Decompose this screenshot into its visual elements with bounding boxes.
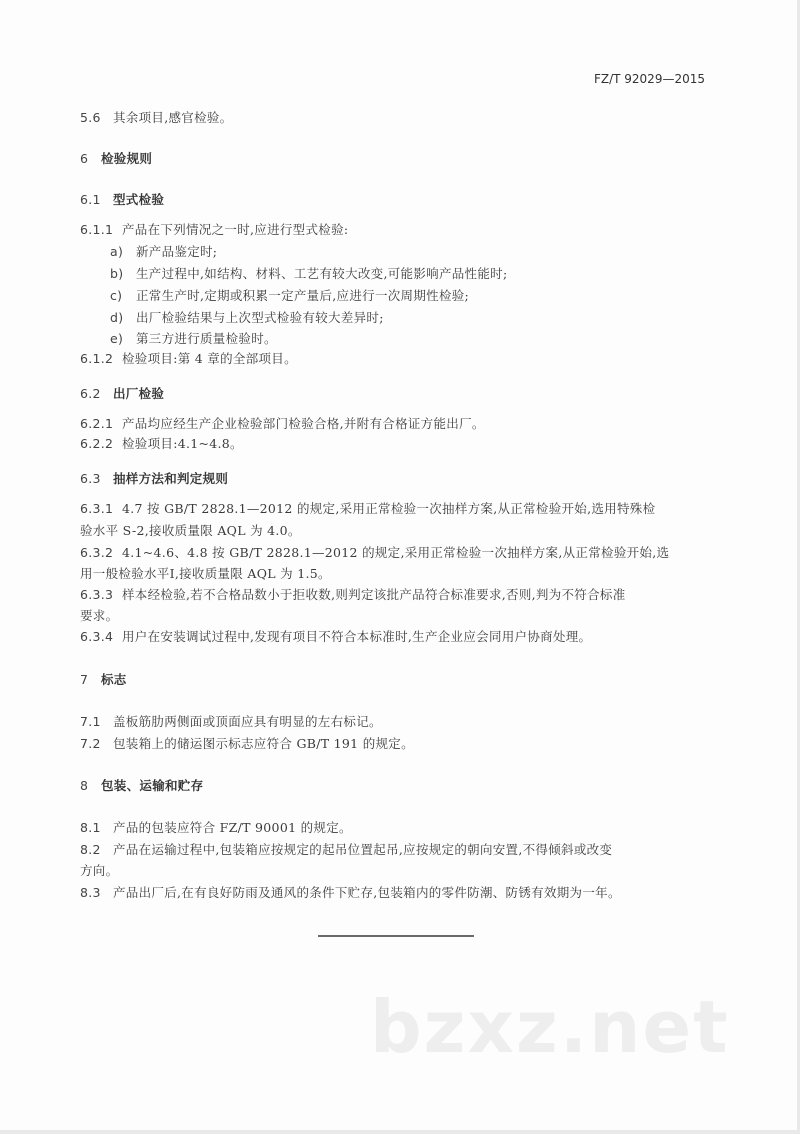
clause-text: 样本经检验,若不合格品数小于拒收数,则判定该批产品符合标准要求,否则,判为不符合标准 bbox=[122, 587, 626, 602]
clause-number: 6.3.1 bbox=[80, 501, 114, 516]
clause-number: 6.3.2 bbox=[80, 545, 114, 560]
end-rule bbox=[318, 935, 474, 937]
clause-number: e) bbox=[110, 331, 124, 346]
clause-text: 第三方进行质量检验时。 bbox=[136, 331, 277, 346]
clause-number: a) bbox=[110, 244, 124, 259]
clause-text: 标志 bbox=[101, 672, 127, 687]
clause-number: 6.1.2 bbox=[80, 351, 114, 366]
clause-text: 用户在安装调试过程中,发现有项目不符合本标准时,生产企业应会同用户协商处理。 bbox=[122, 629, 592, 644]
clause bbox=[80, 351, 297, 367]
clause-text: 产品出厂后,在有良好防雨及通风的条件下贮存,包装箱内的零件防潮、防锈有效期为一年。 bbox=[113, 885, 621, 900]
clause bbox=[80, 545, 669, 561]
clause-number: 7.1 bbox=[80, 714, 101, 729]
clause-continuation bbox=[80, 863, 118, 879]
clause-number: b) bbox=[110, 266, 124, 281]
clause-text: 正常生产时,定期或积累一定产量后,应进行一次周期性检验; bbox=[136, 288, 470, 303]
section-heading bbox=[80, 151, 152, 167]
clause-text: 方向。 bbox=[80, 863, 119, 878]
clause-number: 6.1.1 bbox=[80, 222, 114, 237]
section-heading bbox=[80, 672, 127, 688]
clause bbox=[80, 820, 352, 836]
clause-text: 新产品鉴定时; bbox=[136, 244, 218, 259]
clause-text: 抽样方法和判定规则 bbox=[113, 471, 229, 486]
clause bbox=[80, 885, 621, 901]
clause-number: 8 bbox=[80, 778, 89, 793]
clause-number: 8.3 bbox=[80, 885, 101, 900]
clause bbox=[80, 110, 232, 126]
section-heading bbox=[80, 192, 164, 208]
clause bbox=[110, 331, 277, 347]
clause bbox=[80, 736, 414, 752]
clause-text: 出厂检验 bbox=[113, 386, 165, 401]
clause-number: 6.1 bbox=[80, 192, 101, 207]
clause-number: 8.2 bbox=[80, 842, 101, 857]
clause-text: 产品在运输过程中,包装箱应按规定的起吊位置起吊,应按规定的朝向安置,不得倾斜或改变 bbox=[113, 842, 613, 857]
clause-text: 验水平 S-2,接收质量限 AQL 为 4.0。 bbox=[80, 523, 301, 538]
clause-text: 要求。 bbox=[80, 608, 119, 623]
clause-text: 检验规则 bbox=[101, 151, 153, 166]
clause bbox=[80, 587, 626, 603]
clause bbox=[80, 842, 612, 858]
clause bbox=[80, 416, 485, 432]
clause-number: 6.3.4 bbox=[80, 629, 114, 644]
section-heading bbox=[80, 778, 203, 794]
clause-text: 用一般检验水平Ⅰ,接收质量限 AQL 为 1.5。 bbox=[80, 566, 331, 581]
clause-text: 包装、运输和贮存 bbox=[101, 778, 204, 793]
section-heading bbox=[80, 471, 228, 487]
clause bbox=[80, 222, 348, 238]
clause-number: 6.2.1 bbox=[80, 416, 114, 431]
clause-text: 型式检验 bbox=[113, 192, 165, 207]
clause-number: 6.2.2 bbox=[80, 436, 114, 451]
clause-number: 6.3 bbox=[80, 471, 101, 486]
clause bbox=[110, 310, 384, 326]
clause-number: 7 bbox=[80, 672, 89, 687]
clause-number: 7.2 bbox=[80, 736, 101, 751]
clause bbox=[110, 288, 469, 304]
standard-number-header: FZ/T 92029—2015 bbox=[593, 72, 705, 86]
clause-number: 6.2 bbox=[80, 386, 101, 401]
section-heading bbox=[80, 386, 164, 402]
clause bbox=[80, 629, 591, 645]
clause-text: 产品的包装应符合 FZ/T 90001 的规定。 bbox=[113, 820, 352, 835]
clause-number: 5.6 bbox=[80, 110, 101, 125]
clause-text: 检验项目:第 4 章的全部项目。 bbox=[122, 351, 297, 366]
clause-text: 生产过程中,如结构、材料、工艺有较大改变,可能影响产品性能时; bbox=[136, 266, 508, 281]
clause-text: 产品均应经生产企业检验部门检验合格,并附有合格证方能出厂。 bbox=[122, 416, 485, 431]
clause-text: 其余项目,感官检验。 bbox=[113, 110, 233, 125]
clause-text: 包装箱上的储运图示标志应符合 GB/T 191 的规定。 bbox=[113, 736, 414, 751]
clause-number: d) bbox=[110, 310, 124, 325]
clause-continuation bbox=[80, 608, 118, 624]
clause-number: 6 bbox=[80, 151, 89, 166]
clause-continuation bbox=[80, 566, 331, 582]
clause-number: 8.1 bbox=[80, 820, 101, 835]
watermark: bzxz.net bbox=[370, 985, 730, 1069]
clause bbox=[110, 266, 507, 282]
clause-number: c) bbox=[110, 288, 123, 303]
clause-text: 盖板筋肋两侧面或顶面应具有明显的左右标记。 bbox=[113, 714, 382, 729]
clause-text: 4.7 按 GB/T 2828.1—2012 的规定,采用正常检验一次抽样方案,从正常检验开始,选用特殊检 bbox=[122, 501, 656, 516]
clause-number: 6.3.3 bbox=[80, 587, 114, 602]
clause bbox=[110, 244, 217, 260]
clause bbox=[80, 436, 243, 452]
clause-text: 4.1~4.6、4.8 按 GB/T 2828.1—2012 的规定,采用正常检验一次抽样方案,从正常检验开始,选 bbox=[122, 545, 670, 560]
clause-text: 检验项目:4.1~4.8。 bbox=[122, 436, 243, 451]
clause-text: 产品在下列情况之一时,应进行型式检验: bbox=[122, 222, 349, 237]
clause-text: 出厂检验结果与上次型式检验有较大差异时; bbox=[136, 310, 384, 325]
clause bbox=[80, 714, 382, 730]
clause-continuation bbox=[80, 523, 301, 539]
clause bbox=[80, 501, 655, 517]
